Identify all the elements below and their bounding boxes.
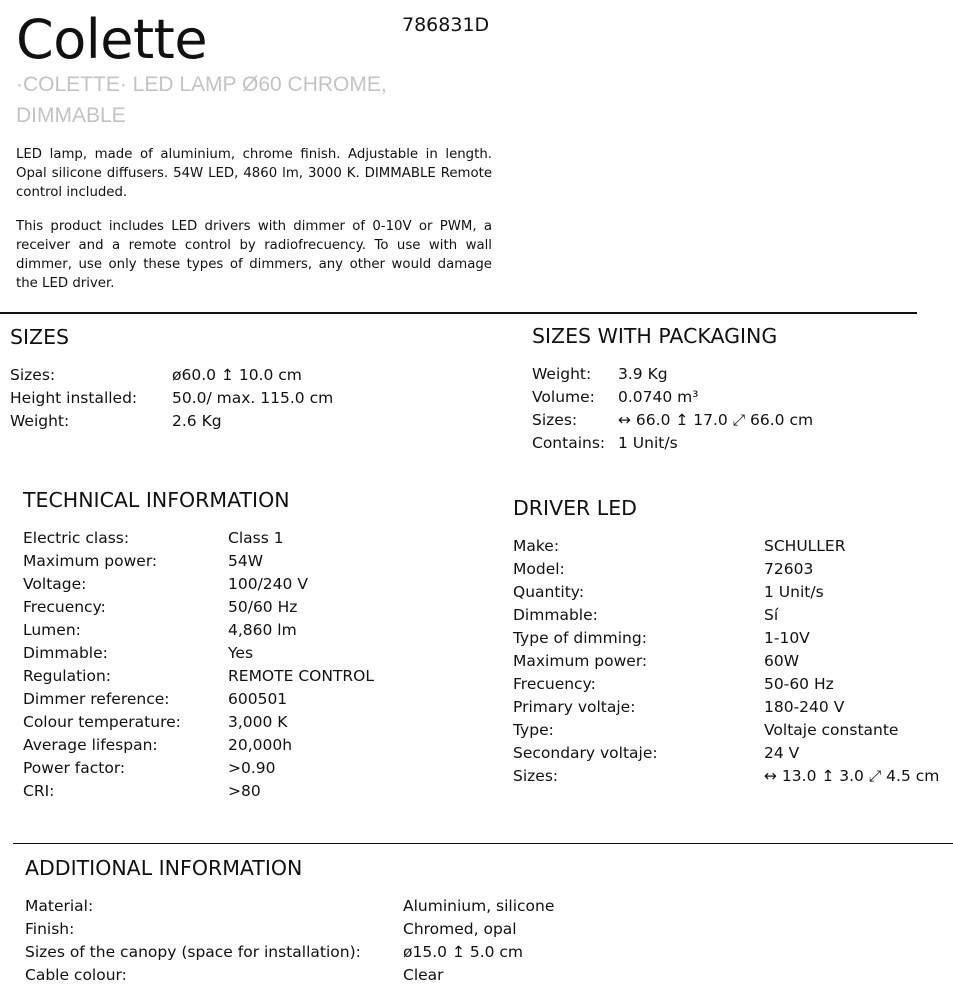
row-value: 24 V — [764, 744, 800, 762]
product-name: Colette — [16, 8, 208, 71]
row-label: Type: — [513, 721, 554, 739]
technical-row — [23, 527, 374, 550]
packaging-row — [532, 386, 813, 409]
additional-row — [25, 941, 554, 964]
row-label: Finish: — [25, 920, 75, 938]
row-value: 60W — [764, 652, 800, 670]
section-divider — [0, 312, 917, 314]
row-value: 3,000 K — [228, 713, 288, 731]
sizes-row — [10, 410, 333, 433]
row-value: >0.90 — [228, 759, 276, 777]
row-value: >80 — [228, 782, 261, 800]
row-label: Frecuency: — [513, 675, 596, 693]
row-label: Height installed: — [10, 389, 138, 407]
row-value: 2.6 Kg — [172, 412, 222, 430]
row-label: Sizes of the canopy (space for installation): — [25, 943, 361, 961]
driver-row — [513, 535, 939, 558]
row-value: 20,000h — [228, 736, 293, 754]
technical-row — [23, 619, 374, 642]
row-label: Regulation: — [23, 667, 111, 685]
row-label: Colour temperature: — [23, 713, 181, 731]
row-label: CRI: — [23, 782, 55, 800]
sizes-list — [10, 364, 333, 433]
additional-title: ADDITIONAL INFORMATION — [25, 856, 303, 880]
row-label: Contains: — [532, 434, 606, 452]
row-value: ↔ 66.0 ↥ 17.0 ⤢ 66.0 cm — [618, 411, 814, 429]
row-label: Dimmer reference: — [23, 690, 170, 708]
section-divider — [13, 843, 953, 844]
driver-row — [513, 673, 939, 696]
row-value: Clear — [403, 966, 444, 984]
row-value: 3.9 Kg — [618, 365, 668, 383]
row-label: Weight: — [532, 365, 592, 383]
technical-title: TECHNICAL INFORMATION — [23, 488, 290, 512]
row-label: Primary voltaje: — [513, 698, 636, 716]
driver-title: DRIVER LED — [513, 496, 637, 520]
row-label: Maximum power: — [23, 552, 158, 570]
driver-row — [513, 627, 939, 650]
packaging-row — [532, 409, 813, 432]
driver-note: This product includes LED drivers with dimmer of 0-10V or PWM, a receiver and a remote control by radiofrecuency. To use with wall dimmer, use only these types of dimmers, any other would damage the LED driver. — [16, 219, 492, 291]
row-value: 180-240 V — [764, 698, 845, 716]
row-value: ø60.0 ↥ 10.0 cm — [172, 366, 302, 384]
row-value: Yes — [228, 644, 254, 662]
row-value: 50/60 Hz — [228, 598, 298, 616]
driver-row — [513, 558, 939, 581]
row-value: ↔ 13.0 ↥ 3.0 ⤢ 4.5 cm — [764, 767, 940, 785]
row-label: Power factor: — [23, 759, 126, 777]
sizes-row — [10, 364, 333, 387]
sizes-row — [10, 387, 333, 410]
technical-row — [23, 573, 374, 596]
row-label: Make: — [513, 537, 560, 555]
row-value: Chromed, opal — [403, 920, 517, 938]
additional-row — [25, 918, 554, 941]
row-label: Model: — [513, 560, 565, 578]
row-label: Weight: — [10, 412, 70, 430]
driver-row — [513, 765, 939, 788]
packaging-row — [532, 363, 813, 386]
row-value: 100/240 V — [228, 575, 308, 593]
row-value: 54W — [228, 552, 264, 570]
row-value: 1-10V — [764, 629, 810, 647]
row-value: 50.0/ max. 115.0 cm — [172, 389, 334, 407]
packaging-list — [532, 363, 813, 455]
row-label: Sizes: — [10, 366, 56, 384]
row-value: 0.0740 m³ — [618, 388, 699, 406]
technical-row — [23, 665, 374, 688]
technical-row — [23, 642, 374, 665]
row-label: Frecuency: — [23, 598, 106, 616]
row-value: 50-60 Hz — [764, 675, 834, 693]
row-label: Voltage: — [23, 575, 87, 593]
driver-row — [513, 650, 939, 673]
technical-row — [23, 711, 374, 734]
driver-row — [513, 604, 939, 627]
technical-row — [23, 780, 374, 803]
product-description: LED lamp, made of aluminium, chrome finish. Adjustable in length. Opal silicone diffusers. 54W LED, 4860 lm, 3000 K. DIMMABLE Remote control included. — [16, 147, 492, 200]
row-label: Volume: — [532, 388, 595, 406]
row-value: Sí — [764, 606, 779, 624]
sizes-title: SIZES — [10, 325, 70, 349]
row-label: Sizes: — [532, 411, 578, 429]
additional-list — [25, 895, 554, 987]
row-value: Voltaje constante — [764, 721, 899, 739]
row-value: ø15.0 ↥ 5.0 cm — [403, 943, 524, 961]
row-value: 1 Unit/s — [764, 583, 824, 601]
technical-row — [23, 596, 374, 619]
row-value: 1 Unit/s — [618, 434, 678, 452]
row-label: Type of dimming: — [513, 629, 647, 647]
packaging-title: SIZES WITH PACKAGING — [532, 324, 778, 348]
additional-row — [25, 895, 554, 918]
row-value: Class 1 — [228, 529, 284, 547]
technical-row — [23, 688, 374, 711]
driver-row — [513, 742, 939, 765]
additional-row — [25, 964, 554, 987]
row-value: Aluminium, silicone — [403, 897, 555, 915]
product-reference: 786831D — [402, 14, 490, 36]
row-label: Lumen: — [23, 621, 81, 639]
technical-row — [23, 550, 374, 573]
row-label: Average lifespan: — [23, 736, 158, 754]
row-label: Secondary voltaje: — [513, 744, 658, 762]
row-value: 72603 — [764, 560, 814, 578]
row-label: Material: — [25, 897, 94, 915]
row-label: Maximum power: — [513, 652, 648, 670]
packaging-row — [532, 432, 813, 455]
technical-row — [23, 734, 374, 757]
row-label: Electric class: — [23, 529, 130, 547]
row-label: Sizes: — [513, 767, 559, 785]
technical-list — [23, 527, 374, 803]
row-value: 4,860 lm — [228, 621, 297, 639]
product-subtitle: ·COLETTE· LED LAMP Ø60 CHROME, DIMMABLE — [16, 73, 387, 127]
row-label: Cable colour: — [25, 966, 127, 984]
driver-list — [513, 535, 939, 788]
technical-row — [23, 757, 374, 780]
row-label: Dimmable: — [513, 606, 598, 624]
row-value: REMOTE CONTROL — [228, 667, 375, 685]
row-label: Quantity: — [513, 583, 585, 601]
driver-row — [513, 581, 939, 604]
driver-row — [513, 719, 939, 742]
row-label: Dimmable: — [23, 644, 108, 662]
row-value: SCHULLER — [764, 537, 846, 555]
driver-row — [513, 696, 939, 719]
row-value: 600501 — [228, 690, 288, 708]
